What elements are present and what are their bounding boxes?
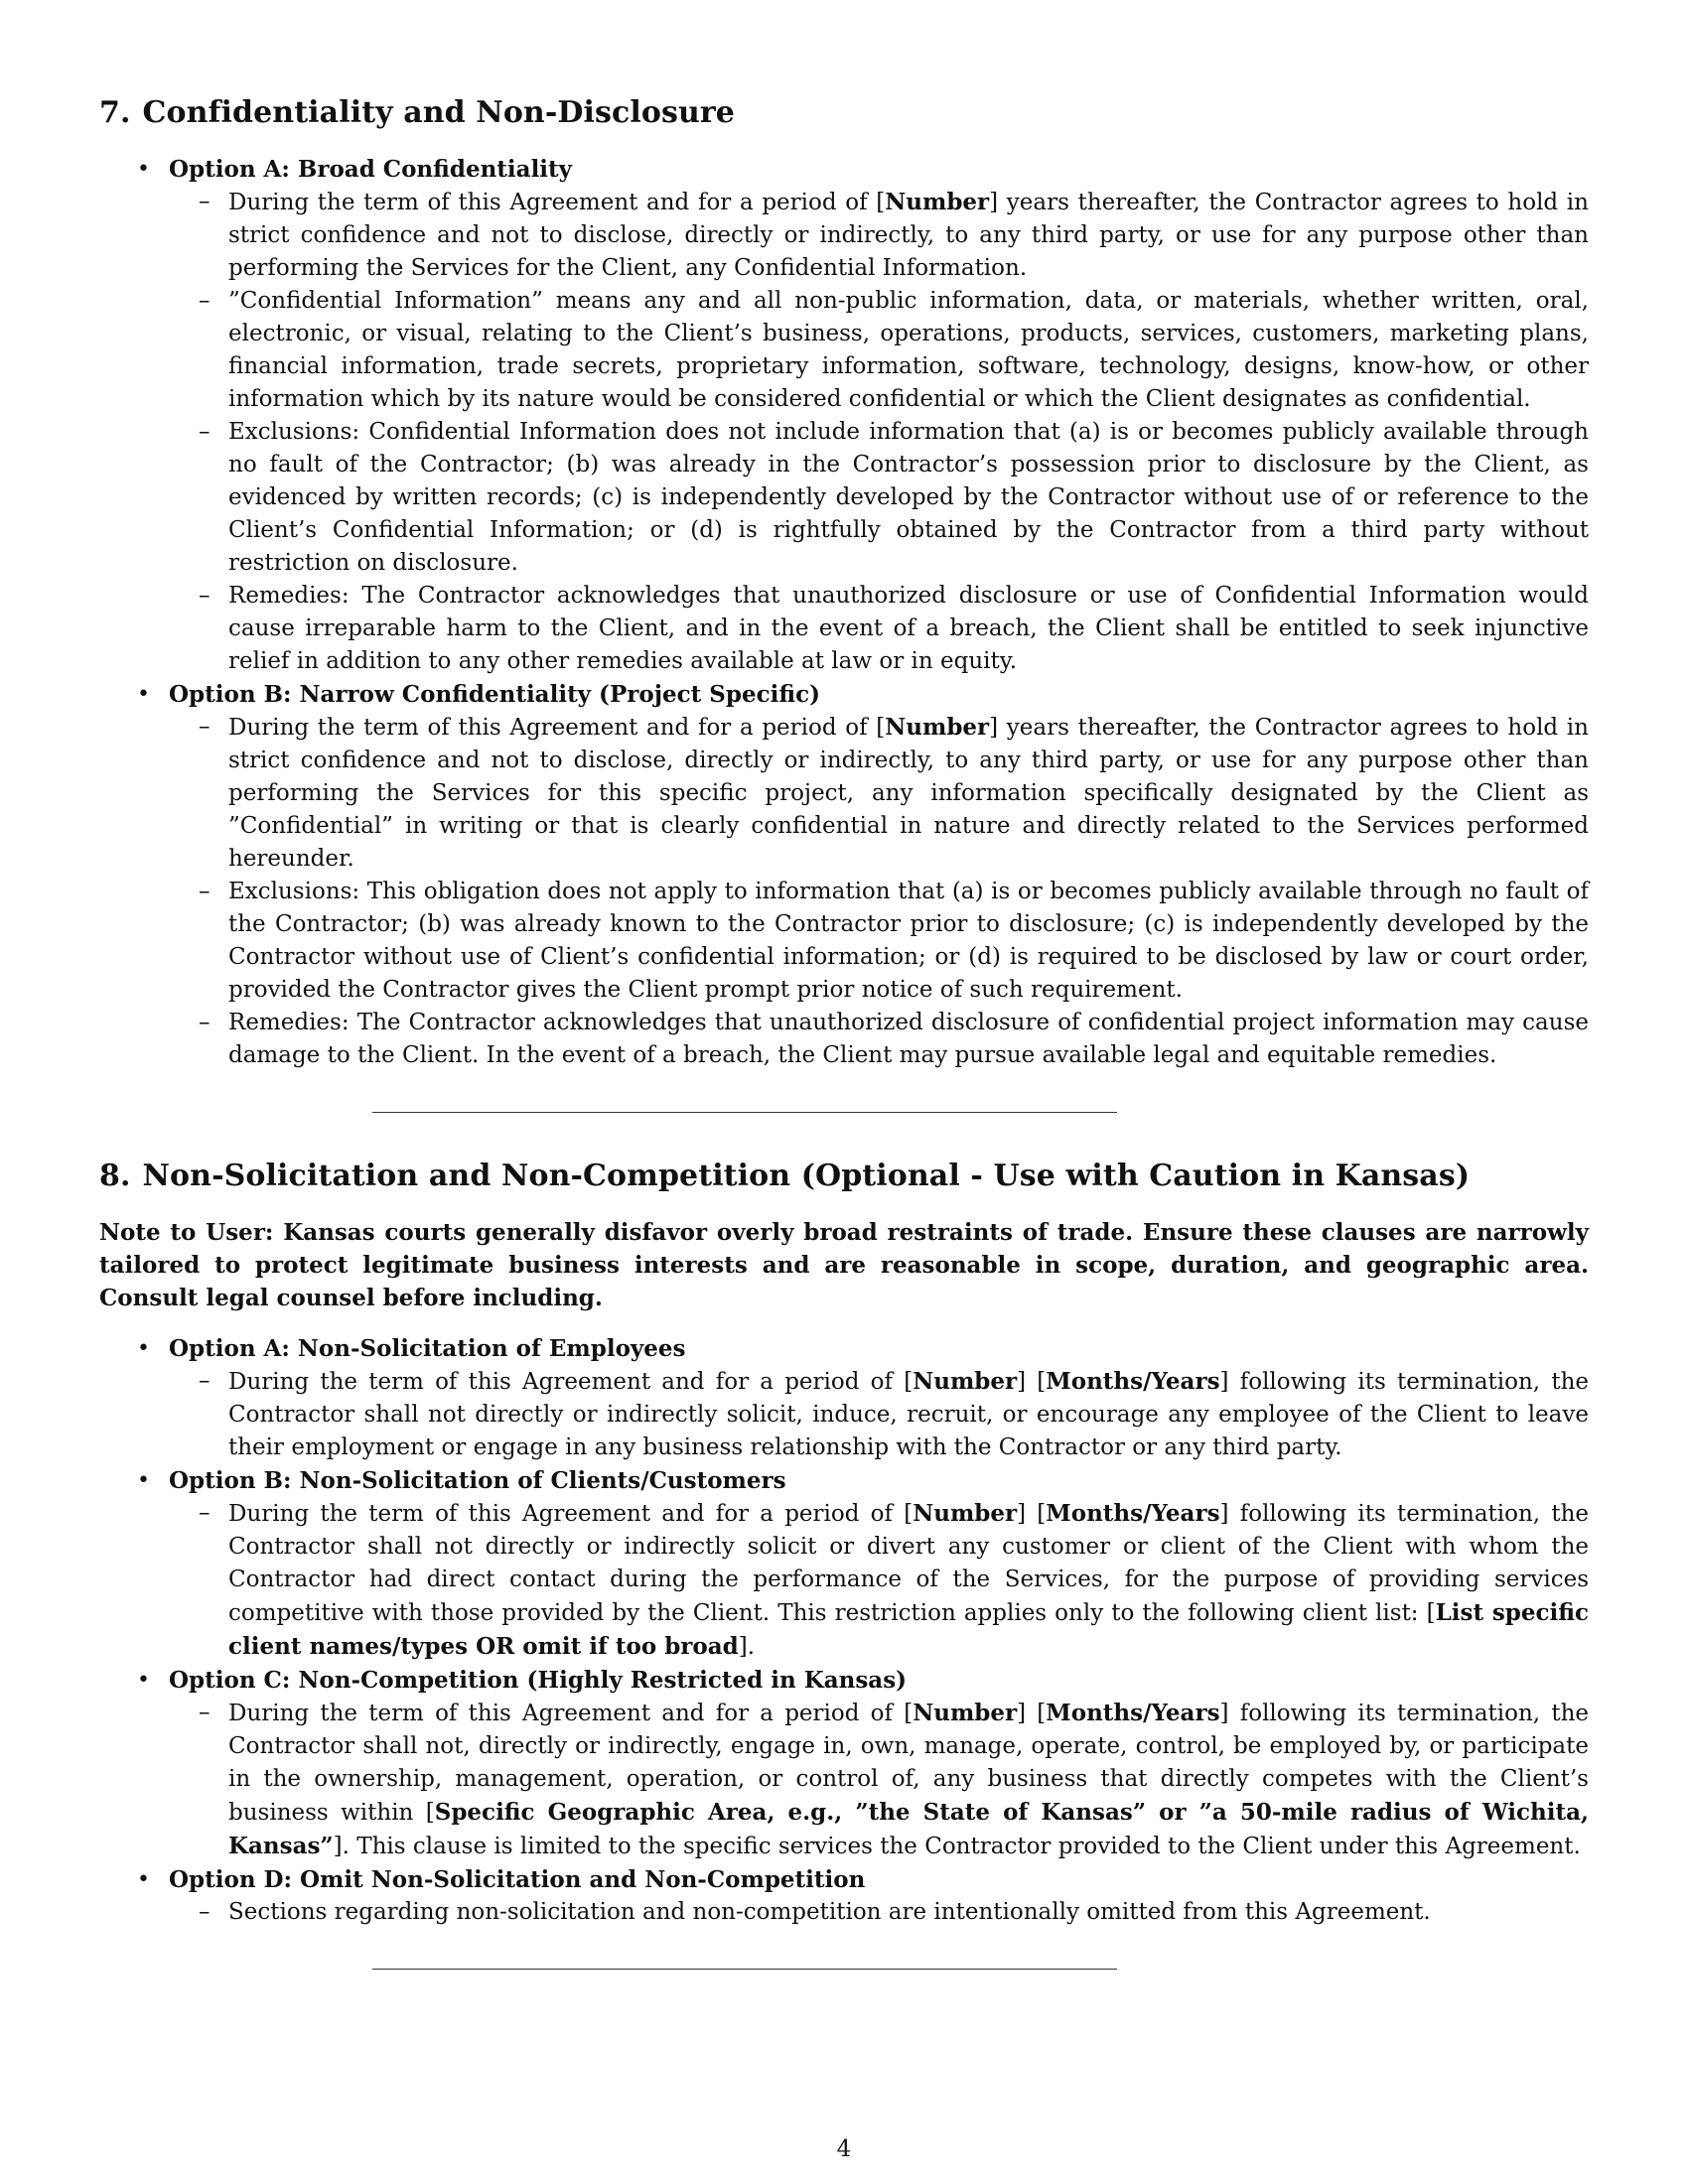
clause-text: During the term of this Agreement and for a period of [ bbox=[228, 1369, 914, 1395]
clause: – Sections regarding non-solicitation and non-competition are intentionally omitted from this Agreement. bbox=[169, 1896, 1589, 1929]
section-8-option-a bbox=[99, 1332, 1589, 1464]
option-title: • Option C: Non-Competition (Highly Restricted in Kansas) bbox=[169, 1667, 908, 1694]
placeholder-number: Number bbox=[913, 1500, 1018, 1527]
placeholder-number: Number bbox=[885, 189, 990, 215]
note-to-user: Note to User: Kansas courts generally disfavor overly broad restraints of trade. Ensure these clauses are narrowly tailored to protect legitimate business interests and are reasonable in scope, duration, and geographic area. Consult legal counsel before including. bbox=[99, 1219, 1589, 1311]
section-divider bbox=[372, 1112, 1117, 1113]
clause-text: ] [ bbox=[1017, 1501, 1047, 1527]
option-title: • Option A: Broad Confidentiality bbox=[169, 156, 573, 183]
option-clauses bbox=[169, 1697, 1589, 1863]
option-title: • Option D: Omit Non-Solicitation and Non-Competition bbox=[169, 1866, 866, 1893]
clause-text: ] [ bbox=[1017, 1701, 1047, 1726]
section-8-option-d bbox=[99, 1863, 1589, 1929]
clause-text: During the term of this Agreement and for a period of [ bbox=[228, 715, 886, 741]
option-title: • Option A: Non-Solicitation of Employees bbox=[169, 1335, 686, 1362]
clause-text: During the term of this Agreement and for a period of [ bbox=[228, 1701, 914, 1726]
section-8-title: Non-Solicitation and Non-Competition (Optional - Use with Caution in Kansas) bbox=[142, 1159, 1471, 1193]
clause: – Exclusions: Confidential Information does not include information that (a) is or becomes publicly available through no fault of the Contractor; (b) was already in the Contractor’s possession prior to disclosure by the Client, as evidenced by written records; (c) is independently developed by the Contractor without use of or reference to the Client’s Confidential Information; or (d) is rightfully obtained by the Contractor from a third party without restriction on disclosure. bbox=[169, 416, 1589, 580]
placeholder-number: Number bbox=[913, 1700, 1018, 1726]
clause-text: ] following its termination, the Contractor shall not directly or indirectly solicit, induce, recruit, or encourage any employee of the Client to leave their employment or engage in any business relationship with the Contractor or any third party. bbox=[228, 1369, 1589, 1460]
section-divider bbox=[372, 1969, 1117, 1970]
section-7-heading bbox=[99, 95, 1589, 131]
clause bbox=[169, 186, 1589, 285]
section-8-number: 8. bbox=[99, 1159, 131, 1193]
clause-text: ] following its termination, the Contractor shall not directly or indirectly solicit or divert any customer or client of the Client with whom the Contractor had direct contact during the performance of the Services, for the purpose of providing services competitive with those provided by the Client. This restriction applies only to the following client list: [ bbox=[228, 1501, 1589, 1626]
clause bbox=[169, 1365, 1589, 1464]
clause: – ”Confidential Information” means any and all non-public information, data, or materials, whether written, oral, electronic, or visual, relating to the Client’s business, operations, products, services, customers, marketing plans, financial information, trade secrets, proprietary information, software, technology, designs, know-how, or other information which by its nature would be considered confidential or which the Client designates as confidential. bbox=[169, 285, 1589, 416]
placeholder-duration: Months/Years bbox=[1046, 1500, 1220, 1527]
section-7-title: Confidentiality and Non-Disclosure bbox=[142, 95, 735, 130]
placeholder-geographic-area: Specific Geographic Area, e.g., ”the State of Kansas” or ”a 50-mile radius of Wichita, Kansas” bbox=[228, 1799, 1590, 1859]
clause-text: ] years thereafter, the Contractor agrees to hold in strict confidence and not to disclose, directly or indirectly, to any third party, or use for any purpose other than performing the Services for the Client, any Confidential Information. bbox=[228, 190, 1589, 281]
clause-text: During the term of this Agreement and for a period of [ bbox=[228, 190, 886, 215]
placeholder-number: Number bbox=[913, 1368, 1018, 1395]
clause-text: ] following its termination, the Contractor shall not, directly or indirectly, engage in, own, manage, operate, control, be employed by, or participate in the ownership, management, operation, or control of, any business that directly competes with the Client’s business within [ bbox=[228, 1701, 1589, 1826]
section-7-options bbox=[99, 153, 1589, 1072]
option-clauses bbox=[169, 711, 1589, 1072]
placeholder-duration: Months/Years bbox=[1046, 1700, 1220, 1726]
option-clauses bbox=[169, 1896, 1589, 1929]
placeholder-client-list: List specific client names/types OR omit if too broad bbox=[228, 1599, 1589, 1660]
option-clauses bbox=[169, 186, 1589, 678]
clause: – Remedies: The Contractor acknowledges that unauthorized disclosure of confidential project information may cause damage to the Client. In the event of a breach, the Client may pursue available legal and equitable remedies. bbox=[169, 1007, 1589, 1072]
clause-text: ] years thereafter, the Contractor agrees to hold in strict confidence and not to disclose, directly or indirectly, to any third party, or use for any purpose other than performing the Services for this specific project, any information specifically designated by the Client as ”Confidential” in writing or that is clearly confidential in nature and directly related to the Services performed hereunder. bbox=[228, 715, 1589, 872]
clause-text: ]. bbox=[738, 1634, 756, 1660]
placeholder-number: Number bbox=[885, 714, 990, 741]
clause bbox=[169, 711, 1589, 876]
section-8-option-c bbox=[99, 1664, 1589, 1863]
page-content bbox=[99, 95, 1589, 2015]
section-8-heading bbox=[99, 1159, 1589, 1194]
section-8-options bbox=[99, 1332, 1589, 1929]
section-8-option-b bbox=[99, 1464, 1589, 1664]
page-number: 4 bbox=[836, 2136, 852, 2162]
section-7-option-b bbox=[99, 678, 1589, 1072]
clause bbox=[169, 1697, 1589, 1863]
option-title: • Option B: Narrow Confidentiality (Project Specific) bbox=[169, 681, 820, 708]
clause: – Exclusions: This obligation does not apply to information that (a) is or becomes publicly available through no fault of the Contractor; (b) was already known to the Contractor prior to disclosure; (c) is independently developed by the Contractor without use of Client’s confidential information; or (d) is required to be disclosed by law or court order, provided the Contractor gives the Client prompt prior notice of such requirement. bbox=[169, 876, 1589, 1007]
clause-text: During the term of this Agreement and for a period of [ bbox=[228, 1501, 914, 1527]
section-7-option-a bbox=[99, 153, 1589, 678]
option-clauses bbox=[169, 1365, 1589, 1464]
option-clauses bbox=[169, 1497, 1589, 1664]
clause bbox=[169, 1497, 1589, 1664]
placeholder-duration: Months/Years bbox=[1046, 1368, 1220, 1395]
option-title: • Option B: Non-Solicitation of Clients/Customers bbox=[169, 1467, 786, 1494]
clause-text: ]. This clause is limited to the specific services the Contractor provided to the Client under this Agreement. bbox=[333, 1834, 1581, 1859]
clause-text: ] [ bbox=[1017, 1369, 1047, 1395]
section-7-number: 7. bbox=[99, 95, 131, 130]
clause: – Remedies: The Contractor acknowledges that unauthorized disclosure or use of Confidential Information would cause irreparable harm to the Client, and in the event of a breach, the Client shall be entitled to seek injunctive relief in addition to any other remedies available at law or in equity. bbox=[169, 580, 1589, 678]
